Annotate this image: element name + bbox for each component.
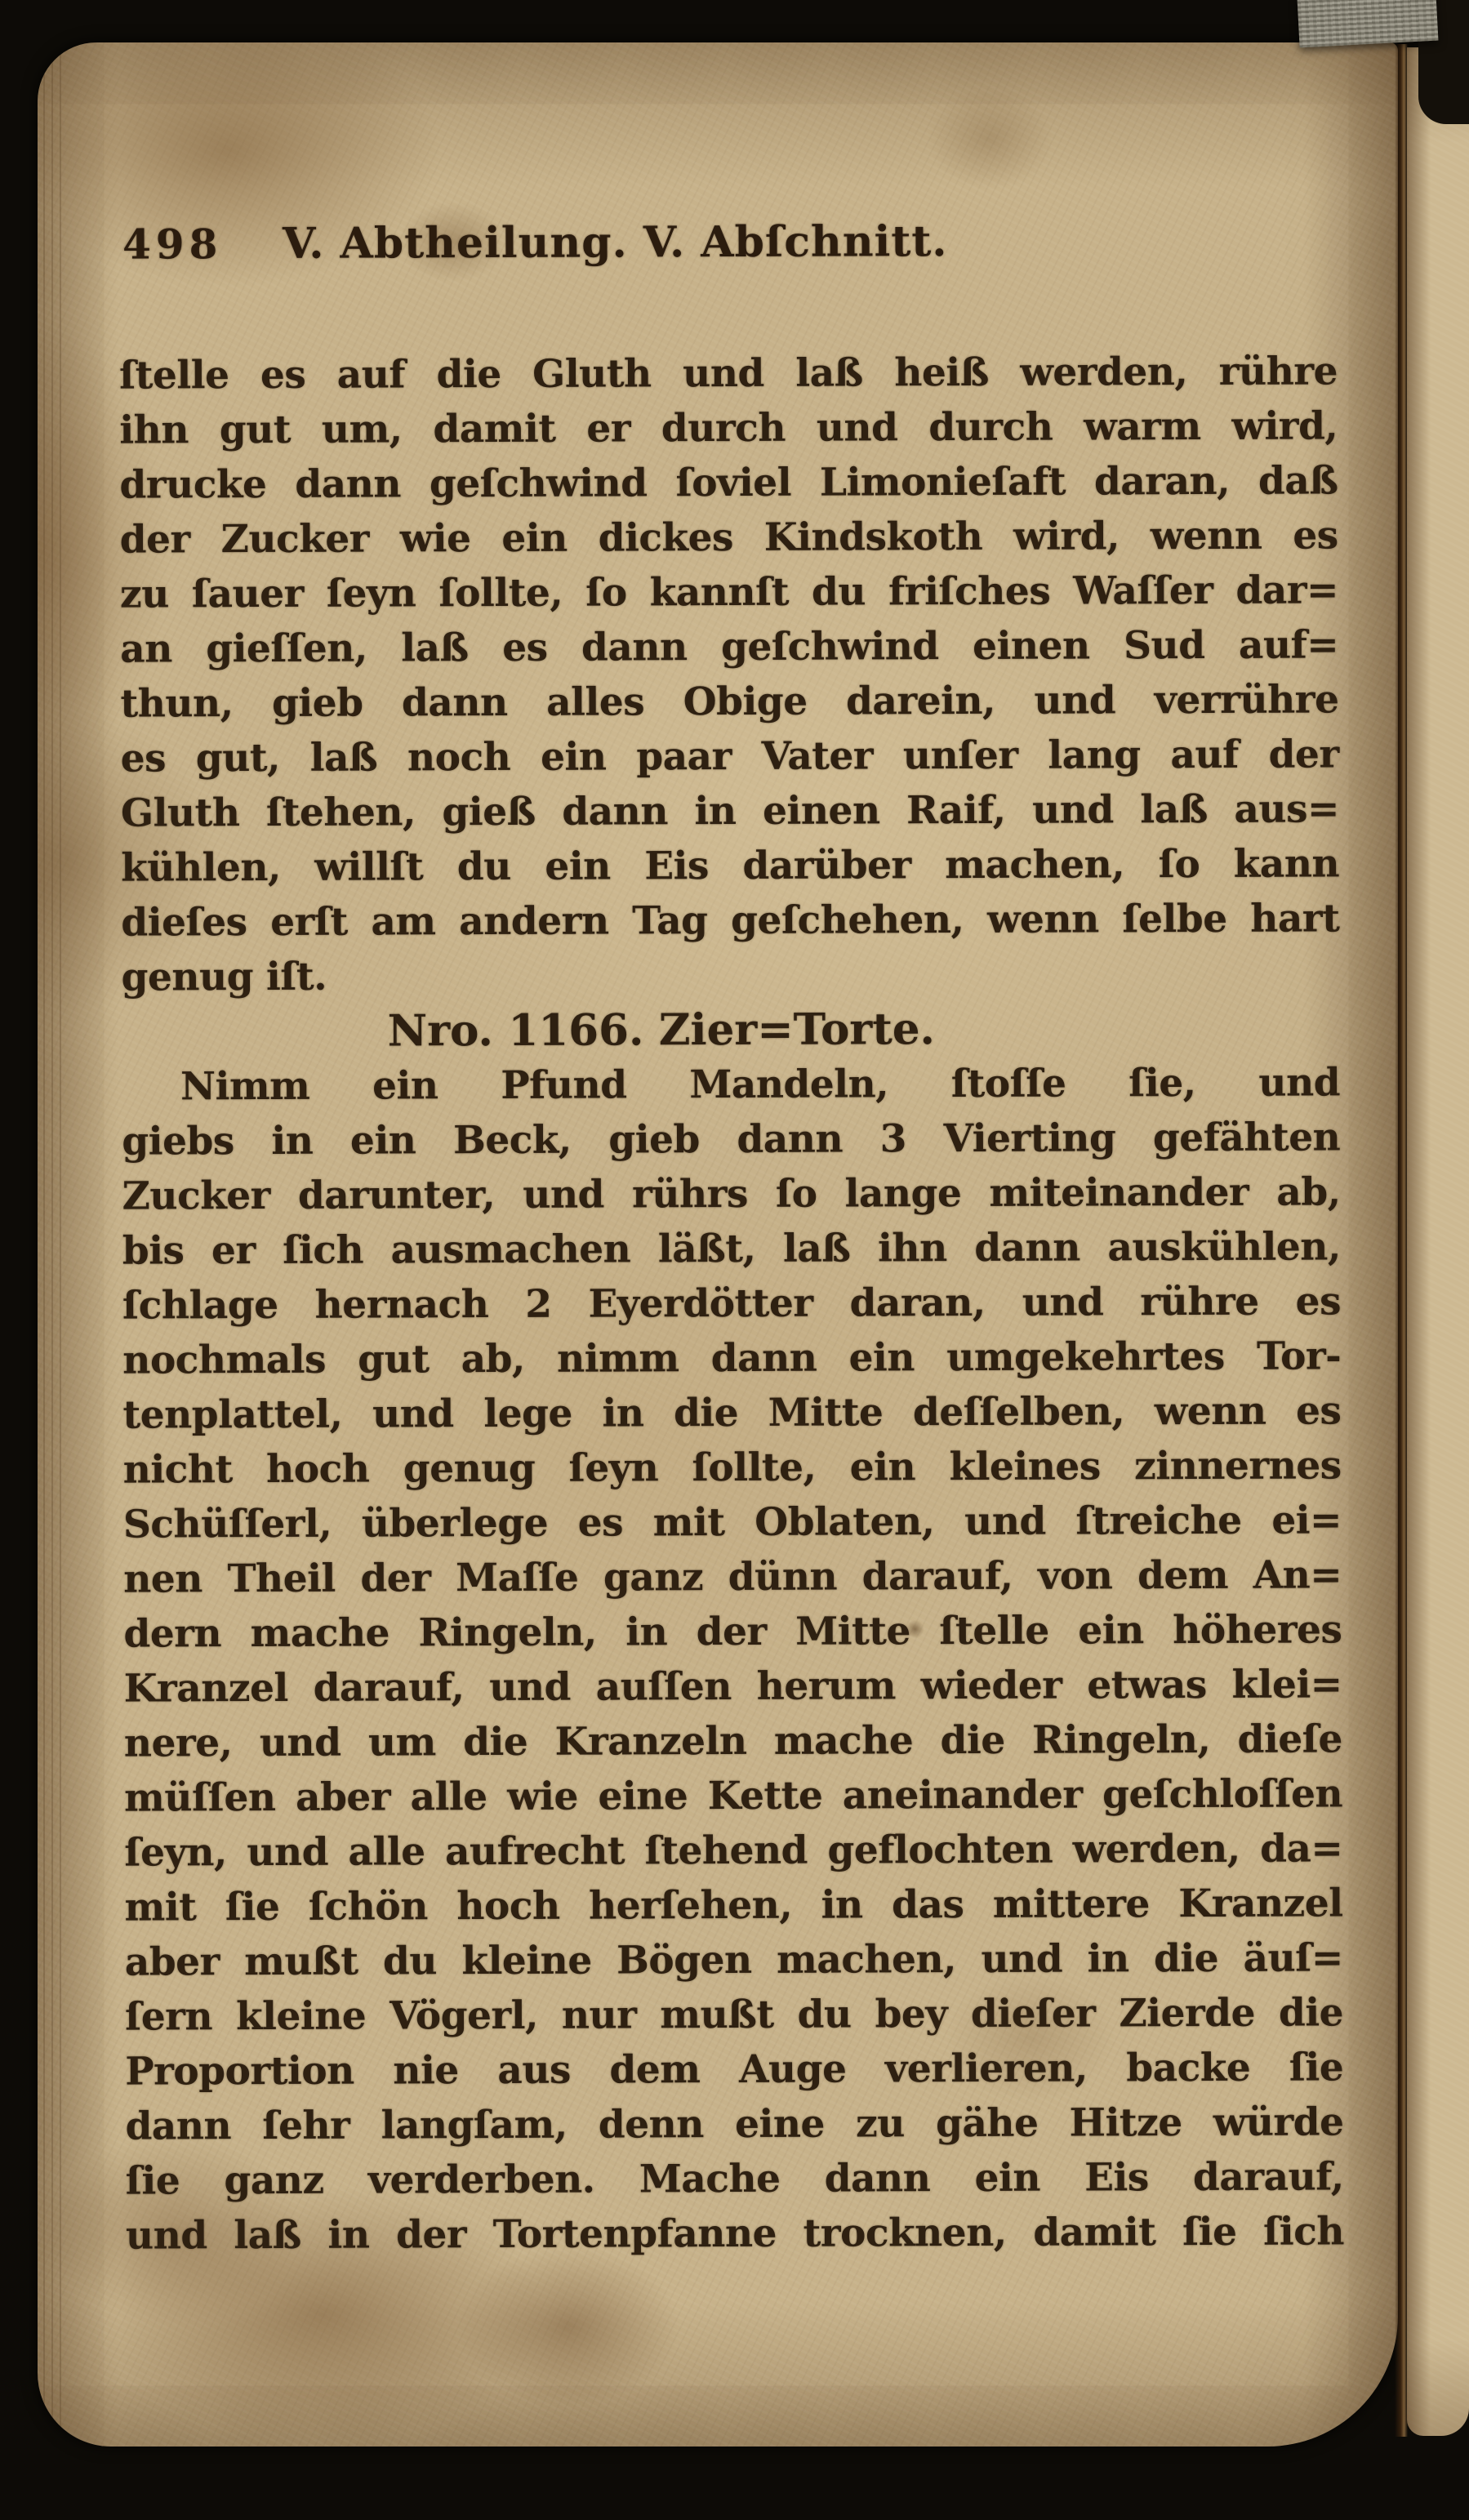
page-fold-shadow bbox=[1395, 44, 1408, 2437]
text-line: mit ſie ſchön hoch herſehen, in das mittere Kranzel bbox=[124, 1881, 1343, 1930]
body-text bbox=[119, 344, 1344, 2263]
text-line: ſeyn, und alle aufrecht ſtehend geflochten werden, da= bbox=[124, 1826, 1343, 1876]
text-line: Kranzel darauf, und auſſen herum wieder etwas klei= bbox=[123, 1662, 1342, 1712]
recipe-heading: Nro. 1166. Zier=Torte. bbox=[387, 1004, 936, 1057]
text-line: ſtelle es auf die Gluth und laß heiß werden, rühre bbox=[118, 349, 1338, 398]
text-line: dann ſehr langſam, denn eine zu gähe Hitze würde bbox=[125, 2099, 1344, 2149]
text-line: thun, gieb dann alles Obige darein, und verrühre bbox=[120, 677, 1339, 727]
text-line: nochmals gut ab, nimm dann ein umgekehrtes Tor- bbox=[122, 1333, 1342, 1383]
text-line: der Zucker wie ein dickes Kindskoth wird, wenn es bbox=[119, 513, 1338, 563]
page-header bbox=[122, 215, 1341, 269]
text-line: nere, und um die Kranzeln mache die Ringeln, dieſe bbox=[123, 1716, 1342, 1766]
text-line: nicht hoch genug ſeyn ſollte, ein kleines zinnernes bbox=[122, 1443, 1342, 1493]
text-line: Gluth ſtehen, gieß dann in einen Raif, und laß aus= bbox=[120, 786, 1339, 836]
text-line: drucke dann geſchwind ſoviel Limonieſaft daran, daß bbox=[119, 458, 1338, 508]
text-line: ihn gut um, damit er durch und durch warm wird, bbox=[119, 403, 1338, 453]
text-line: Schüſſerl, überlege es mit Oblaten, und ſtreiche ei= bbox=[122, 1498, 1342, 1547]
text-line: und laß in der Tortenpfanne trocknen, damit ſie ſich bbox=[125, 2209, 1345, 2259]
text-line: kühlen, willſt du ein Eis darüber machen, ſo kann bbox=[121, 841, 1340, 891]
text-line: ſchlage hernach 2 Eyerdötter daran, und rühre es bbox=[122, 1279, 1342, 1329]
text-line: dern mache Ringeln, in der Mitte ſtelle ein höheres bbox=[123, 1607, 1342, 1657]
running-header: V. Abtheilung. V. Abſchnitt. bbox=[282, 216, 948, 269]
text-line: es gut, laß noch ein paar Vater unſer lang auf der bbox=[120, 732, 1339, 781]
text-line: nen Theil der Maſſe ganz dünn darauf, von dem An= bbox=[123, 1552, 1342, 1602]
adjacent-page-edge bbox=[1407, 47, 1469, 2436]
text-line: genug iſt. bbox=[121, 954, 327, 1000]
text-line: giebs in ein Beck, gieb dann 3 Vierting gefähten bbox=[122, 1115, 1341, 1164]
text-line: zu ſauer ſeyn ſollte, ſo kannſt du friſches Waſſer dar= bbox=[119, 568, 1339, 617]
text-line: dieſes erſt am andern Tag geſchehen, wenn ſelbe hart bbox=[121, 896, 1340, 946]
text-line: an gieſſen, laß es dann geſchwind einen Sud auf= bbox=[120, 622, 1339, 672]
text-line: aber mußt du kleine Bögen machen, und in die äuſ= bbox=[124, 1935, 1343, 1985]
text-line: Zucker darunter, und rührs ſo lange miteinander ab, bbox=[122, 1169, 1341, 1219]
text-line: ſie ganz verderben. Mache dann ein Eis darauf, bbox=[125, 2154, 1344, 2204]
page-edge-lines bbox=[43, 54, 66, 2433]
text-line: Nimm ein Pfund Mandeln, ſtoſſe ſie, und bbox=[180, 1060, 1341, 1110]
page-number: 498 bbox=[122, 220, 223, 269]
text-line: bis er ſich ausmachen läßt, laß ihn dann auskühlen, bbox=[122, 1224, 1341, 1274]
text-line: tenplattel, und lege in die Mitte deſſelben, wenn es bbox=[122, 1388, 1342, 1438]
text-line: müſſen aber alle wie eine Kette aneinander geſchloſſen bbox=[124, 1771, 1343, 1821]
text-line: ſern kleine Vögerl, nur mußt du bey dieſer Zierde die bbox=[124, 1990, 1344, 2040]
text-line: Proportion nie aus dem Auge verlieren, backe ſie bbox=[125, 2045, 1344, 2095]
binding-tape bbox=[1298, 0, 1439, 47]
